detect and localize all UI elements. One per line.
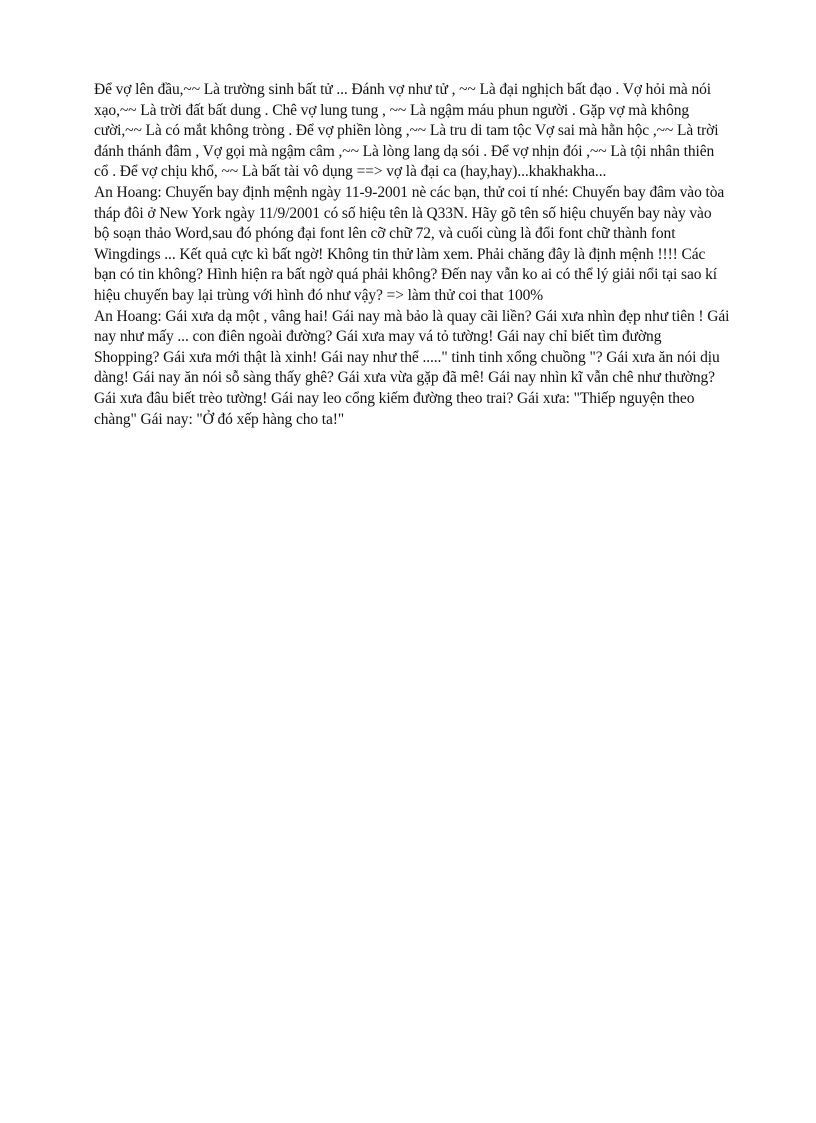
paragraph-girls-poem: An Hoang: Gái xưa dạ một , vâng hai! Gái nay mà bảo là quay cãi liền? Gái xưa nhìn đẹp như tiên ! Gái nay như mấy ... con điên ngoài đường? Gái xưa may vá tỏ tường! Gái nay chỉ biết tìm đường Shopping? Gái xưa mới thật là xinh! Gái nay như thể ....." tinh tinh xổng chuồng "? Gái xưa ăn nói dịu dàng! Gái nay ăn nói sỗ sàng thấy ghê? Gái xưa vừa gặp đã mê! Gái nay nhìn kĩ vẫn chê như thường? Gái xưa đâu biết trèo tường! Gái nay leo cổng kiếm đường theo trai? Gái xưa: "Thiếp nguyện theo chàng" Gái nay: "Ở đó xếp hàng cho ta!": [94, 307, 730, 428]
document-page: [94, 80, 730, 430]
paragraph-flight-story: An Hoang: Chuyến bay định mệnh ngày 11-9-2001 nè các bạn, thử coi tí nhé: Chuyến bay đâm vào tòa tháp đôi ở New York ngày 11/9/2001 có số hiệu tên là Q33N. Hãy gõ tên số hiệu chuyến bay này vào bộ soạn thảo Word,sau đó phóng đại font lên cỡ chữ 72, và cuối cùng là đổi font chữ thành font Wingdings ... Kết quả cực kì bất ngờ! Không tin thử làm xem. Phải chăng đây là định mệnh !!!! Các bạn có tin không? Hình hiện ra bất ngờ quá phải không? Đến nay vẫn ko ai có thể lý giải nổi tại sao kí hiệu chuyến bay lại trùng với hình đó như vậy? => làm thử coi that 100%: [94, 183, 725, 304]
paragraph-wife-poem: Để vợ lên đầu,~~ Là trường sinh bất tử ... Đánh vợ như tử , ~~ Là đại nghịch bất đạo . Vợ hỏi mà nói xạo,~~ Là trời đất bất dung . Chê vợ lung tung , ~~ Là ngậm máu phun người . Gặp vợ mà không cười,~~ Là có mắt không tròng . Để vợ phiền lòng ,~~ Là tru di tam tộc Vợ sai mà hằn hộc ,~~ Là trời đánh thánh đâm , Vợ gọi mà ngậm câm ,~~ Là lòng lang dạ sói . Để vợ nhịn đói ,~~ Là tội nhân thiên cổ . Để vợ chịu khổ, ~~ Là bất tài vô dụng ==> vợ là đại ca (hay,hay)...khakhakha...: [94, 81, 719, 181]
